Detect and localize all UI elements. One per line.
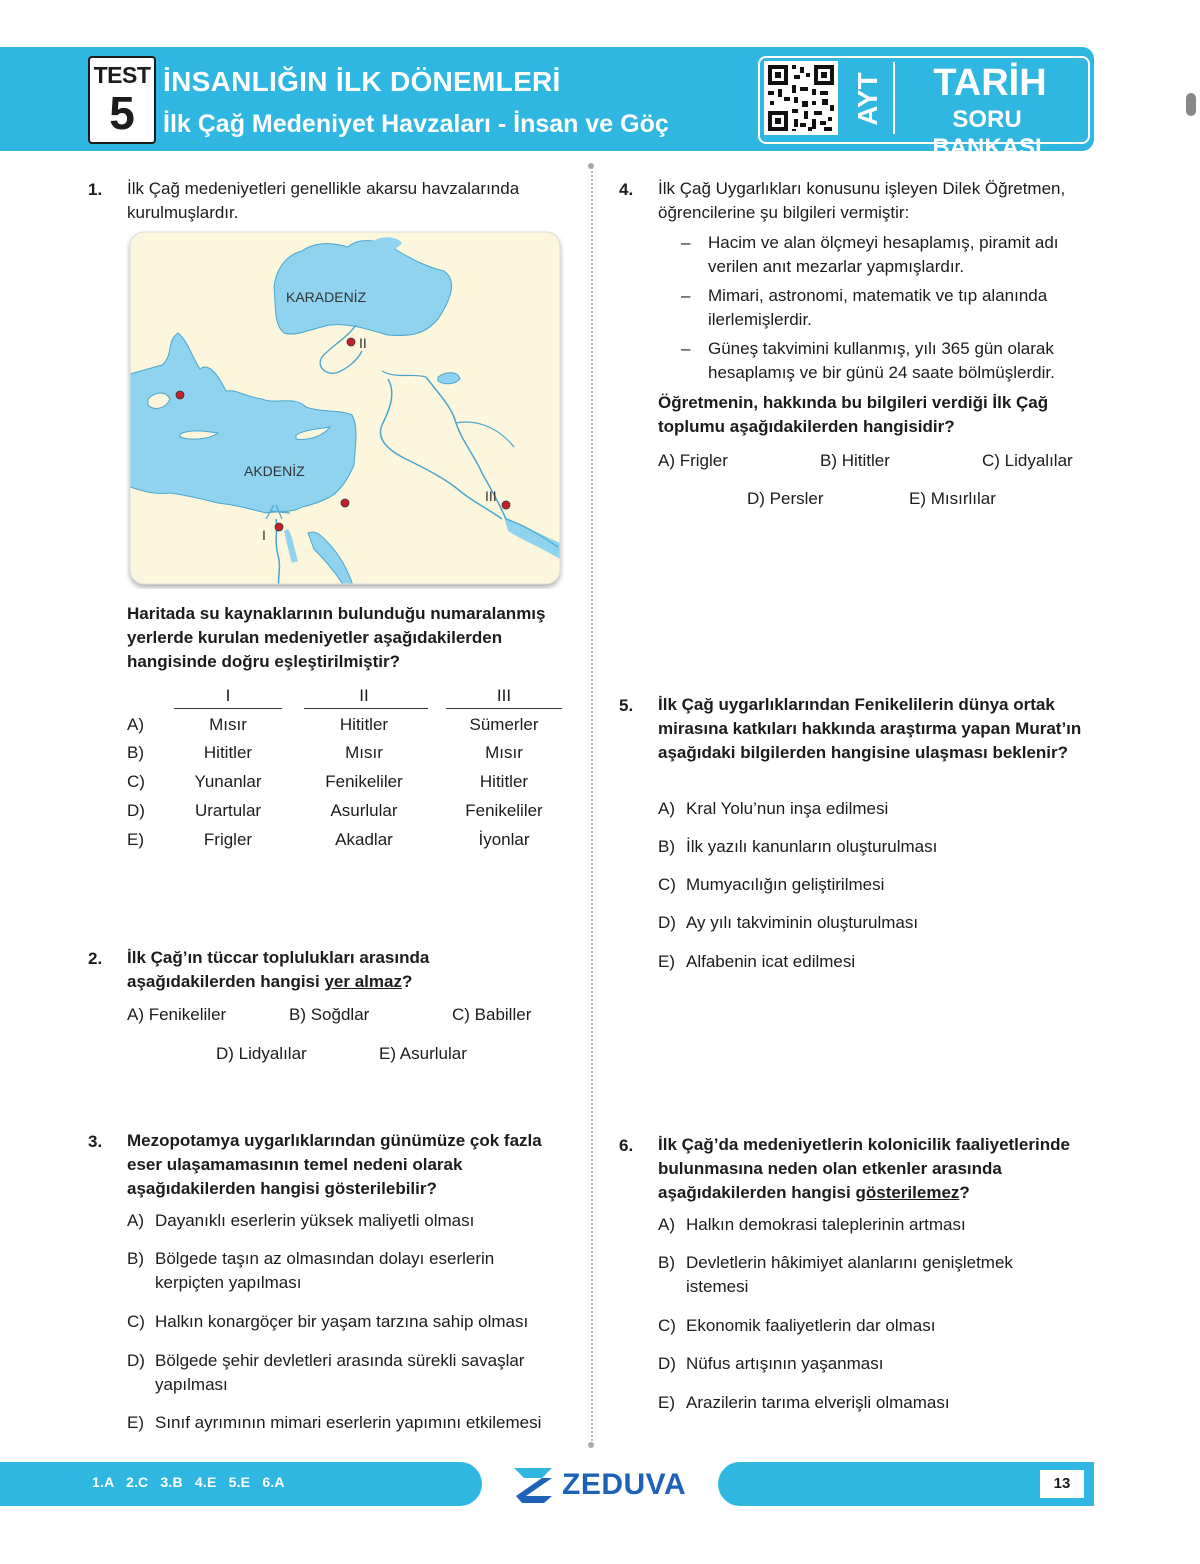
- option-letter[interactable]: D): [658, 1354, 676, 1373]
- option-letter[interactable]: B): [658, 837, 675, 856]
- option-letter[interactable]: B): [658, 1253, 675, 1272]
- table-cell: Hititler: [479, 772, 529, 791]
- question-stem: Haritada su kaynaklarının bulunduğu numaralanmış yerlerde kurulan medeniyetler aşağıdakilerden hangisinde doğru eşleştirilmiştir?: [127, 604, 546, 671]
- option-letter[interactable]: D): [658, 913, 676, 932]
- negation-word: yer almaz: [324, 972, 402, 991]
- answer-key: 1.A 2.C 3.B 4.E 5.E 6.A: [92, 1474, 285, 1490]
- option-letter[interactable]: E): [658, 952, 675, 971]
- option-a[interactable]: A) Frigler: [658, 451, 728, 470]
- map-point-1: [275, 523, 283, 531]
- option-letter[interactable]: E): [127, 1413, 144, 1432]
- brand-separator: [893, 62, 895, 134]
- option-c[interactable]: C) Babiller: [452, 1005, 532, 1024]
- test-number: 5: [109, 87, 135, 139]
- test-badge: [88, 56, 156, 144]
- info-item: Güneş takvimini kullanmış, yılı 365 gün olarak hesaplamış ve bir günü 24 saate bölmüşlerdir.: [708, 339, 1055, 382]
- option-letter[interactable]: B): [127, 1249, 144, 1268]
- option-e[interactable]: E) Mısırlılar: [909, 489, 996, 508]
- option-letter[interactable]: B): [127, 743, 144, 762]
- page-number: 13: [1040, 1470, 1084, 1498]
- map-point-2: [347, 338, 355, 346]
- info-item: Hacim ve alan ölçmeyi hesaplamış, piramit adı verilen anıt mezarlar yapmışlardır.: [708, 233, 1059, 276]
- book-label: SORU BANKASI: [932, 106, 1042, 161]
- option-letter[interactable]: A): [658, 799, 675, 818]
- option-d[interactable]: D) Lidyalılar: [216, 1044, 307, 1063]
- table-col-header: I: [225, 686, 231, 705]
- table-cell: Mısır: [209, 715, 247, 734]
- table-cell: Fenikeliler: [325, 772, 403, 791]
- question-number: 2.: [88, 949, 103, 968]
- option-b[interactable]: B) Hititler: [820, 451, 890, 470]
- option-letter[interactable]: A): [127, 715, 144, 734]
- brand-logo-text: ZEDUVA: [562, 1468, 687, 1501]
- map-label-1: I: [262, 527, 266, 543]
- option-letter[interactable]: E): [127, 830, 144, 849]
- subject-label: TARİH: [933, 62, 1047, 104]
- option-text[interactable]: Nüfus artışının yaşanması: [686, 1354, 884, 1373]
- table-rule: [174, 708, 282, 709]
- exam-type-label: AYT: [852, 72, 883, 126]
- option-c[interactable]: C) Lidyalılar: [982, 451, 1073, 470]
- map-point-3: [502, 501, 510, 509]
- option-e[interactable]: E) Asurlular: [379, 1044, 467, 1063]
- question-stem: İlk Çağ’da medeniyetlerin kolonicilik faaliyetlerinde bulunmasına neden olan etkenler arasında aşağıdakilerden hangisi gösterilemez?: [658, 1135, 1070, 1202]
- option-text[interactable]: Halkın konargöçer bir yaşam tarzına sahip olması: [155, 1312, 529, 1331]
- table-cell: Mısır: [485, 743, 523, 762]
- option-text[interactable]: Mumyacılığın geliştirilmesi: [686, 875, 885, 894]
- option-b[interactable]: B) Soğdlar: [289, 1005, 370, 1024]
- table-cell: Hititler: [339, 715, 389, 734]
- page-title: İNSANLIĞIN İLK DÖNEMLERİ: [163, 66, 561, 97]
- table-rule: [446, 708, 562, 709]
- question-intro: İlk Çağ medeniyetleri genellikle akarsu havzalarında kurulmuşlardır.: [127, 179, 520, 222]
- option-letter[interactable]: C): [658, 875, 676, 894]
- option-text[interactable]: Bölgede taşın az olmasından dolayı eserlerin kerpiçten yapılması: [155, 1249, 495, 1292]
- bullet-dash: –: [681, 339, 691, 358]
- option-a[interactable]: A) Fenikeliler: [127, 1005, 227, 1024]
- option-letter[interactable]: C): [658, 1316, 676, 1335]
- map-label-2: II: [359, 335, 367, 351]
- option-text[interactable]: Bölgede şehir devletleri arasında sürekli savaşlar yapılması: [155, 1351, 525, 1394]
- map-point-levant: [341, 499, 349, 507]
- question-number: 5.: [619, 696, 634, 715]
- map-label-karadeniz: KARADENİZ: [286, 289, 367, 305]
- question-number: 3.: [88, 1132, 103, 1151]
- option-text[interactable]: Ay yılı takviminin oluşturulması: [686, 913, 919, 932]
- option-text[interactable]: Dayanıklı eserlerin yüksek maliyetli olması: [155, 1211, 475, 1230]
- option-d[interactable]: D) Persler: [747, 489, 824, 508]
- table-cell: Mısır: [345, 743, 383, 762]
- option-text[interactable]: İlk yazılı kanunların oluşturulması: [686, 837, 938, 856]
- table-cell: Sümerler: [469, 715, 539, 734]
- question-stem: İlk Çağ uygarlıklarından Fenikelilerin dünya ortak mirasına katkıları hakkında araştırma yapan Murat’ın aşağıdaki bilgilerden hangisine ulaşması beklenir?: [658, 695, 1082, 762]
- scrollbar-thumb[interactable]: [1186, 93, 1196, 116]
- question-stem: Öğretmenin, hakkında bu bilgileri verdiği İlk Çağ toplumu aşağıdakilerden hangisidir?: [658, 393, 1049, 436]
- option-letter[interactable]: A): [127, 1211, 144, 1230]
- bullet-dash: –: [681, 286, 691, 305]
- option-text[interactable]: Devletlerin hâkimiyet alanlarını genişletmek istemesi: [686, 1253, 1013, 1296]
- option-text[interactable]: Alfabenin icat edilmesi: [686, 952, 856, 971]
- question-number: 1.: [88, 180, 103, 199]
- divider-dot: [588, 1442, 594, 1448]
- table-cell: Urartular: [194, 801, 262, 820]
- bullet-dash: –: [681, 233, 691, 252]
- map-label-akdeniz: AKDENİZ: [244, 463, 305, 479]
- question-intro: İlk Çağ Uygarlıkları konusunu işleyen Dilek Öğretmen, öğrencilerine şu bilgileri vermiştir:: [658, 179, 1066, 222]
- map-label-3: III: [485, 488, 497, 504]
- table-rule: [304, 708, 428, 709]
- option-letter[interactable]: E): [658, 1393, 675, 1412]
- option-letter[interactable]: C): [127, 772, 145, 791]
- divider-dot: [588, 163, 594, 169]
- qr-code-icon[interactable]: [764, 61, 838, 135]
- option-letter[interactable]: D): [127, 801, 145, 820]
- table-cell: Akadlar: [335, 830, 393, 849]
- question-stem: Mezopotamya uygarlıklarından günümüze çok fazla eser ulaşamamasının temel nedeni olarak aşağıdakilerden hangisi gösterilebilir?: [127, 1131, 542, 1198]
- map-figure: [126, 229, 564, 589]
- footer-page-bar: [718, 1462, 1094, 1506]
- table-cell: Fenikeliler: [465, 801, 543, 820]
- question-stem: İlk Çağ’ın tüccar toplulukları arasında aşağıdakilerden hangisi yer almaz?: [127, 948, 430, 991]
- column-divider: [591, 167, 593, 1445]
- option-text[interactable]: Ekonomik faaliyetlerin dar olması: [686, 1316, 936, 1335]
- table-cell: İyonlar: [478, 830, 530, 849]
- option-letter[interactable]: D): [127, 1351, 145, 1370]
- page-subtitle: İlk Çağ Medeniyet Havzaları - İnsan ve Göç: [163, 110, 669, 138]
- option-letter[interactable]: A): [658, 1215, 675, 1234]
- negation-word: gösterilemez: [855, 1183, 960, 1202]
- option-text[interactable]: Kral Yolu’nun inşa edilmesi: [686, 799, 889, 818]
- test-label: TEST: [93, 62, 151, 88]
- zeduva-logo-icon: [512, 1466, 556, 1504]
- table-col-header: II: [359, 686, 369, 705]
- table-cell: Asurlular: [330, 801, 398, 820]
- option-text[interactable]: Halkın demokrasi taleplerinin artması: [686, 1215, 966, 1234]
- table-cell: Hititler: [203, 743, 253, 762]
- info-item: Mimari, astronomi, matematik ve tıp alanında ilerlemişlerdir.: [708, 286, 1048, 329]
- question-number: 6.: [619, 1136, 634, 1155]
- option-text[interactable]: Arazilerin tarıma elverişli olmaması: [686, 1393, 950, 1412]
- map-point-greece: [176, 391, 184, 399]
- option-text[interactable]: Sınıf ayrımının mimari eserlerin yapımını etkilemesi: [155, 1413, 542, 1432]
- question-number: 4.: [619, 180, 634, 199]
- option-letter[interactable]: C): [127, 1312, 145, 1331]
- table-cell: Frigler: [203, 830, 253, 849]
- table-col-header: III: [496, 686, 512, 705]
- table-cell: Yunanlar: [194, 772, 262, 791]
